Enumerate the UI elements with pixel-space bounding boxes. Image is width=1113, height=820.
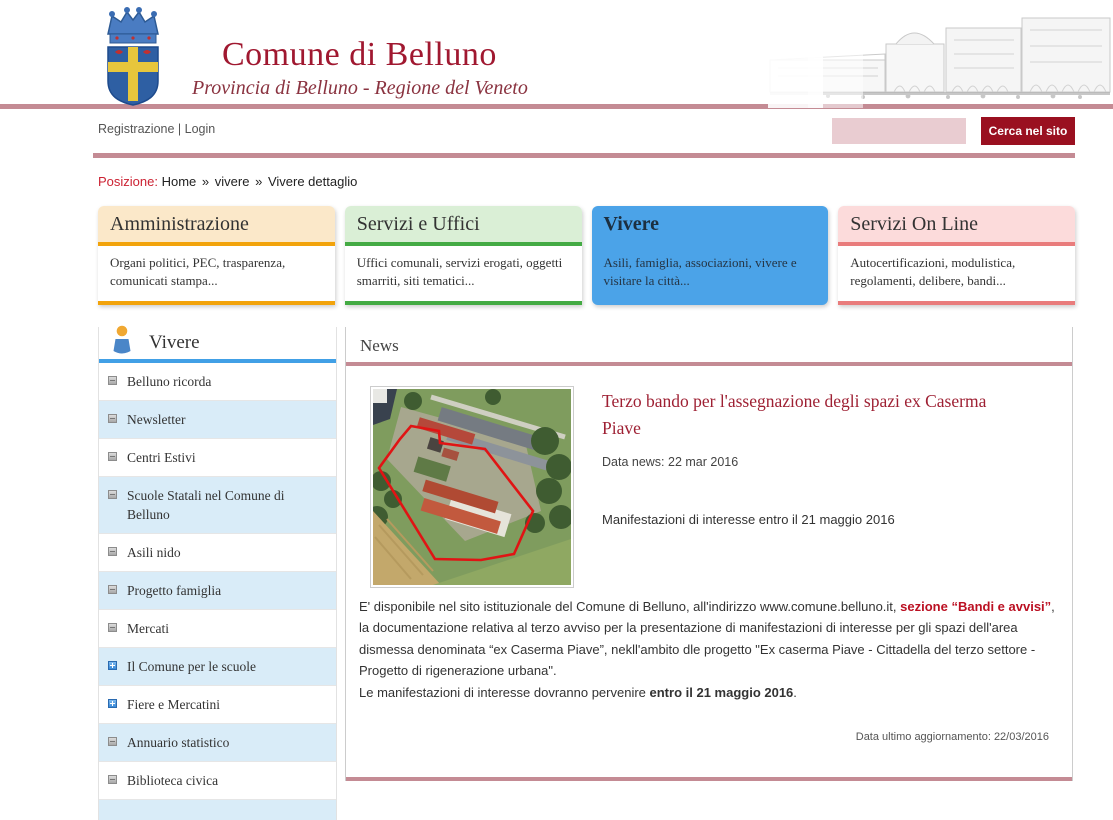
expand-plus-icon xyxy=(108,661,117,670)
nav-card-title: Servizi e Uffici xyxy=(345,206,582,242)
square-item-icon xyxy=(108,737,117,746)
square-item-icon xyxy=(108,376,117,385)
site-subtitle: Provincia di Belluno - Regione del Veneto xyxy=(192,77,528,99)
news-heading: News xyxy=(360,336,399,355)
sidebar-item-newsletter[interactable] xyxy=(99,401,336,439)
article-aerial-photo xyxy=(370,386,574,588)
article-body-text: Le manifestazioni di interesse dovranno pervenire xyxy=(359,684,650,700)
bandi-e-avvisi-link[interactable]: sezione “Bandi e avvisi” xyxy=(900,599,1052,614)
sidebar-item-asili-nido[interactable] xyxy=(99,534,336,572)
sidebar-item-belluno-ricorda[interactable] xyxy=(99,363,336,401)
site-search-input[interactable] xyxy=(832,118,966,144)
sidebar-item-biblioteca-civica[interactable] xyxy=(99,762,336,800)
sidebar-item-label: Belluno ricorda xyxy=(127,374,212,389)
news-panel xyxy=(345,327,1073,781)
sidebar-item-label: Centri Estivi xyxy=(127,450,196,465)
breadcrumb-separator: » xyxy=(201,174,210,189)
article-title: Terzo bando per l'assegnazione degli spazi ex Caserma Piave xyxy=(602,391,987,439)
sidebar-item-label: Annuario statistico xyxy=(127,735,230,750)
article-body-text: , la documentazione relativa al terzo avviso per la presentazione di manifestazioni di interesse per gli spazi dell'area dismessa denominata “ex Caserma Piave”, nekll'ambito dle progetto "Ex caserma Piave - Cittadella del terzo settore - Progetto di rigenerazione urbana". xyxy=(359,599,1055,679)
breadcrumb-separator: » xyxy=(255,174,263,189)
square-item-icon xyxy=(108,490,117,499)
userlinks-separator: | xyxy=(177,122,182,136)
sidebar-title: Vivere xyxy=(149,332,200,353)
section-nav-cards xyxy=(98,206,1075,305)
nav-card-description: Asili, famiglia, associazioni, vivere e visitare la città... xyxy=(603,255,797,288)
expand-plus-icon xyxy=(108,699,117,708)
article-body-text: E' disponibile nel sito istituzionale del Comune di Belluno, all'indirizzo www.comune.belluno.it, xyxy=(359,599,901,614)
sidebar-item-label: Progetto famiglia xyxy=(127,583,222,598)
sidebar-item-il-comune-per-le-scuole[interactable] xyxy=(99,648,336,686)
article-body-text: . xyxy=(793,684,797,700)
site-header xyxy=(0,0,1113,109)
breadcrumb-prefix: Posizione: xyxy=(98,174,158,189)
article-body xyxy=(359,596,1059,703)
header-banner-image xyxy=(768,0,1113,108)
user-bar xyxy=(0,109,1113,153)
nav-card-title: Vivere xyxy=(603,213,660,235)
nav-card-vivere-active[interactable] xyxy=(592,206,829,305)
square-item-icon xyxy=(108,585,117,594)
square-item-icon xyxy=(108,452,117,461)
breadcrumb-current-page: Vivere dettaglio xyxy=(267,174,358,189)
person-icon xyxy=(111,325,133,361)
sidebar-item-partial[interactable] xyxy=(99,800,336,820)
sidebar-item-label: Fiere e Mercatini xyxy=(127,697,220,712)
sidebar-item-label: Newsletter xyxy=(127,412,186,427)
sidebar-item-label: Mercati xyxy=(127,621,169,636)
sidebar-item-fiere-e-mercatini[interactable] xyxy=(99,686,336,724)
sidebar-item-mercati[interactable] xyxy=(99,610,336,648)
nav-card-title: Amministrazione xyxy=(98,206,335,242)
nav-card-servizi-on-line[interactable] xyxy=(838,206,1075,305)
article-deadline-bold: entro il 21 maggio 2016 xyxy=(649,684,794,700)
breadcrumb-vivere-link[interactable]: vivere xyxy=(214,174,250,189)
sidebar-vivere xyxy=(98,327,337,820)
sidebar-item-annuario-statistico[interactable] xyxy=(99,724,336,762)
square-item-icon xyxy=(108,547,117,556)
square-item-icon xyxy=(108,623,117,632)
nav-card-amministrazione[interactable] xyxy=(98,206,335,305)
nav-card-description: Autocertificazioni, modulistica, regolamenti, delibere, bandi... xyxy=(838,246,1075,305)
square-item-icon xyxy=(108,414,117,423)
login-link[interactable]: Login xyxy=(184,122,216,136)
breadcrumb xyxy=(98,174,1113,189)
nav-card-description: Organi politici, PEC, trasparenza, comunicati stampa... xyxy=(98,246,335,305)
breadcrumb-home-link[interactable]: Home xyxy=(161,174,197,189)
sidebar-item-label: Biblioteca civica xyxy=(127,773,219,788)
nav-card-description: Uffici comunali, servizi erogati, oggetti smarriti, siti tematici... xyxy=(345,246,582,305)
register-link[interactable]: Registrazione xyxy=(98,122,175,136)
article-date: Data news: 22 mar 2016 xyxy=(602,455,739,470)
sidebar-item-progetto-famiglia[interactable] xyxy=(99,572,336,610)
nav-card-servizi-e-uffici[interactable] xyxy=(345,206,582,305)
sidebar-item-scuole-statali[interactable] xyxy=(99,477,336,534)
news-bottom-rule xyxy=(346,777,1072,781)
nav-card-title: Servizi On Line xyxy=(838,206,1075,242)
belluno-coat-of-arms-icon xyxy=(95,7,170,109)
square-item-icon xyxy=(108,775,117,784)
content-divider-bar xyxy=(93,153,1075,158)
site-search-button[interactable]: Cerca nel sito xyxy=(981,117,1075,145)
sidebar-item-label: Scuole Statali nel Comune di Belluno xyxy=(127,488,285,522)
sidebar-item-label: Asili nido xyxy=(127,545,181,560)
article-last-update: Data ultimo aggiornamento: 22/03/2016 xyxy=(855,731,1049,744)
sidebar-item-label: Il Comune per le scuole xyxy=(127,659,256,674)
article-deadline: Manifestazioni di interesse entro il 21 maggio 2016 xyxy=(602,512,895,528)
site-title: Comune di Belluno xyxy=(222,36,497,73)
sidebar-item-centri-estivi[interactable] xyxy=(99,439,336,477)
